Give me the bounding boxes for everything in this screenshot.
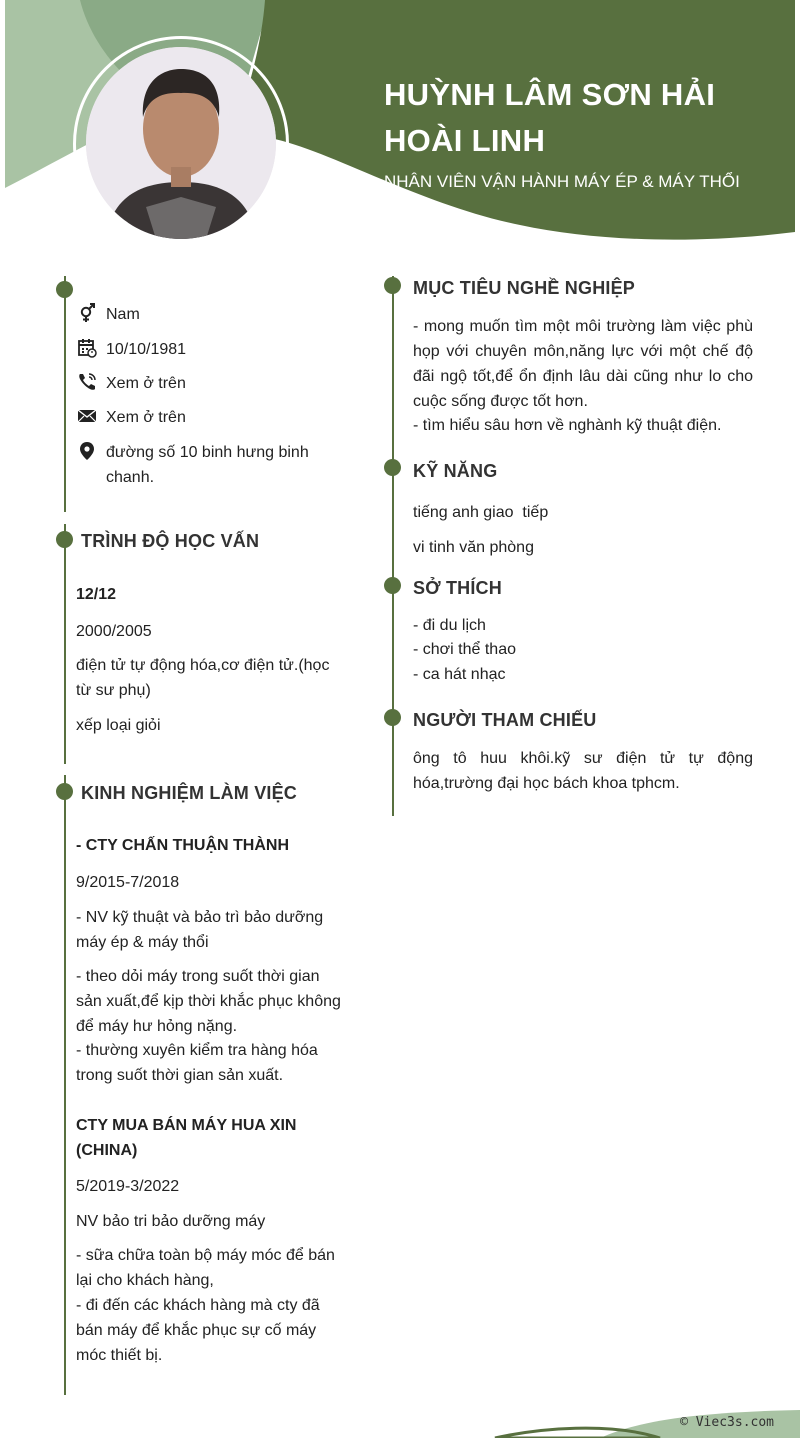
objective-text: - tìm hiểu sâu hơn về nghành kỹ thuật điện. (413, 417, 722, 434)
skills-heading: KỸ NĂNG (413, 461, 498, 481)
hobby-item: - chơi thể thao (413, 641, 516, 658)
job-detail: - sữa chữa toàn bộ máy móc để bán lại cho khách hàng, (76, 1247, 335, 1289)
education-heading: TRÌNH ĐỘ HỌC VẤN (81, 531, 260, 551)
left-timeline-line (64, 276, 66, 512)
education-major: điện tử tự động hóa,cơ điện tử.(học từ sư phụ) (76, 657, 330, 699)
email-value: Xem ở trên (106, 409, 186, 426)
job-company: - CTY CHẤN THUẬN THÀNH (76, 837, 290, 854)
job-detail: - theo dỏi máy trong suốt thời gian sản xuất,để kịp thời khắc phục không để máy hư hỏng nặng. (76, 968, 341, 1035)
gender-value: Nam (106, 306, 140, 323)
candidate-title: NHÂN VIÊN VẬN HÀNH MÁY ÉP & MÁY THỔI (384, 172, 740, 191)
info-gender (76, 302, 140, 327)
timeline-dot (384, 709, 401, 726)
hobby-item: - ca hát nhạc (413, 666, 506, 683)
job-detail: - thường xuyên kiểm tra hàng hóa trong suốt thời gian sản xuất. (76, 1042, 318, 1084)
timeline-dot (56, 531, 73, 548)
skill-item: vi tinh văn phòng (413, 539, 534, 556)
location-pin-icon (76, 440, 98, 462)
education-school: 12/12 (76, 586, 117, 603)
skill-item: tiếng anh giao tiếp (413, 504, 549, 521)
references-text: ông tô huu khôi.kỹ sư điện tử tự động hóa,trường đại học bách khoa tphcm. (413, 750, 753, 792)
phone-icon (76, 371, 98, 393)
job-detail: - đi đến các khách hàng mà cty đã bán máy để khắc phục sự cố máy móc thiết bị. (76, 1297, 320, 1364)
timeline-dot (384, 577, 401, 594)
info-birthdate (76, 337, 186, 362)
candidate-name: HUỲNH LÂM SƠN HẢI HOÀI LINH (384, 77, 716, 158)
calendar-icon (76, 337, 98, 359)
objective-heading: MỤC TIÊU NGHỀ NGHIỆP (413, 278, 636, 298)
job-position: NV bảo tri bảo dưỡng máy (76, 1213, 266, 1230)
info-address (76, 440, 346, 490)
job-period: 9/2015-7/2018 (76, 874, 180, 891)
experience-heading: KINH NGHIỆM LÀM VIỆC (81, 783, 298, 803)
references-heading: NGƯỜI THAM CHIẾU (413, 710, 597, 730)
timeline-dot (384, 277, 401, 294)
avatar-photo-icon (86, 47, 276, 239)
email-icon (76, 405, 98, 427)
education-grade: xếp loại giỏi (76, 717, 161, 734)
left-timeline-line (64, 524, 66, 764)
timeline-dot (384, 459, 401, 476)
gender-icon (76, 302, 98, 324)
hobby-item: - đi du lịch (413, 617, 486, 634)
objective-text: - mong muốn tìm một môi trường làm việc phù họp với chuyên môn,năng lực với một chế độ đãi ngộ tốt,để ổn định lâu dài cũng như lo cho cuộc sống được tốt hơn. (413, 318, 753, 410)
phone-value: Xem ở trên (106, 375, 186, 392)
timeline-dot (56, 783, 73, 800)
education-period: 2000/2005 (76, 623, 152, 640)
birthdate-value: 10/10/1981 (106, 341, 187, 358)
info-phone (76, 371, 186, 396)
left-timeline-line (64, 775, 66, 1395)
job-period: 5/2019-3/2022 (76, 1178, 180, 1195)
hobbies-heading: SỞ THÍCH (413, 578, 502, 598)
copyright-text: © Viec3s.com (680, 1415, 774, 1430)
right-timeline-line (392, 276, 394, 816)
address-value: đường số 10 binh hưng binh chanh. (106, 444, 309, 486)
job-company: CTY MUA BÁN MÁY HUA XIN (CHINA) (76, 1117, 297, 1159)
job-position: - NV kỹ thuật và bảo trì bảo dưỡng máy ép & máy thổi (76, 909, 324, 951)
timeline-dot (56, 281, 73, 298)
avatar (86, 47, 276, 239)
info-email (76, 405, 186, 430)
